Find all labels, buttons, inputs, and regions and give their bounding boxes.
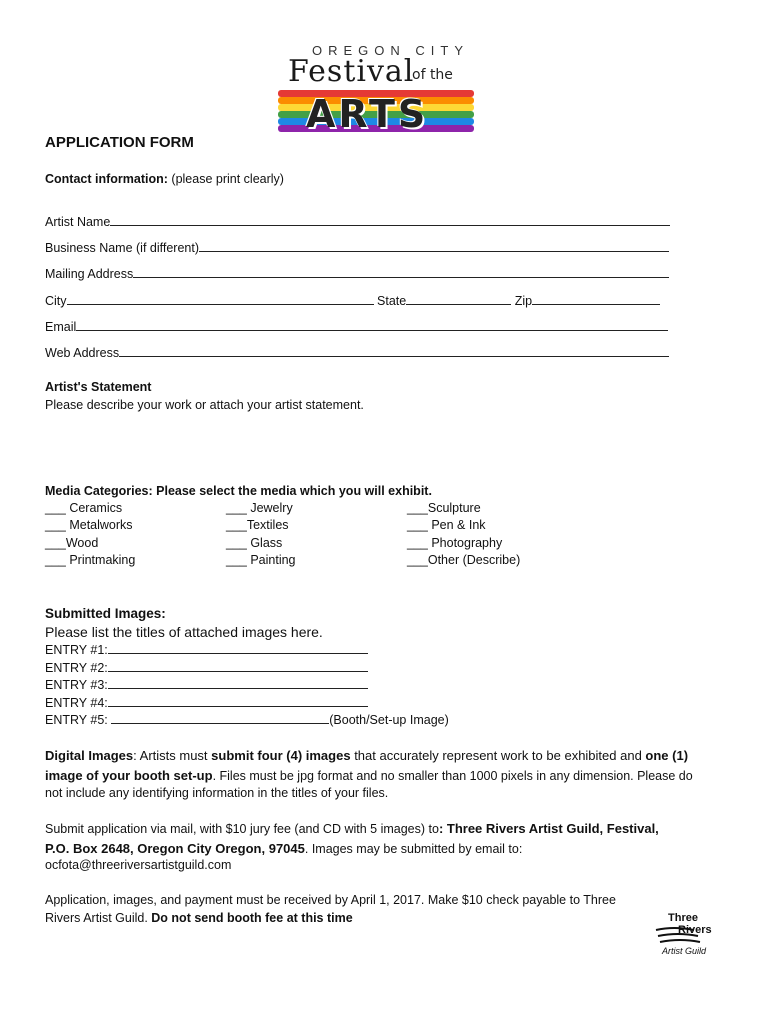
media-metalworks[interactable]: ___ Metalworks [45, 518, 133, 532]
media-photography[interactable]: ___ Photography [407, 536, 503, 550]
festival-logo [276, 40, 476, 140]
contact-heading-line [45, 172, 284, 186]
three-rivers-logo [654, 912, 724, 960]
business-name-label: Business Name (if different) [45, 241, 199, 255]
email-label: Email [45, 320, 77, 334]
city-line[interactable] [67, 293, 374, 305]
guild-logo-line2: Rivers [678, 924, 712, 936]
artist-name-line[interactable] [110, 214, 670, 226]
mailing-address-label: Mailing Address [45, 267, 134, 281]
digital-line-2: image of your booth set-up. Files must be jpg format and no smaller than 1000 pixels in any dimension. Please do [45, 768, 693, 783]
submit-line-1: Submit application via mail, with $10 jury fee (and CD with 5 images) to: Three Rivers Artist Guild, Festival, [45, 821, 659, 836]
media-other[interactable]: ___Other (Describe) [407, 553, 521, 567]
logo-festival-text: Festival [288, 54, 415, 89]
media-pen-ink[interactable]: ___ Pen & Ink [407, 518, 486, 532]
media-sculpture[interactable]: ___Sculpture [407, 501, 481, 515]
business-name-field[interactable] [45, 240, 669, 255]
city-label: City [45, 294, 67, 308]
guild-logo-line3: Artist Guild [662, 946, 707, 956]
entry-3-line[interactable] [108, 677, 368, 689]
artist-name-field[interactable] [45, 214, 670, 229]
web-address-field[interactable] [45, 345, 669, 360]
logo-arts-text: ARTS [306, 92, 429, 136]
entry-2[interactable]: ENTRY #2: [45, 660, 368, 675]
mailing-address-line[interactable] [133, 266, 669, 278]
entry-3[interactable]: ENTRY #3: [45, 677, 368, 692]
web-address-line[interactable] [119, 345, 669, 357]
artist-name-label: Artist Name [45, 215, 111, 229]
guild-logo-line1: Three [668, 912, 698, 924]
entry-2-line[interactable] [108, 660, 368, 672]
web-address-label: Web Address [45, 346, 120, 360]
statement-heading: Artist's Statement [45, 380, 152, 394]
entry-1[interactable]: ENTRY #1: [45, 642, 368, 657]
images-heading: Submitted Images: [45, 606, 166, 621]
mailing-address-field[interactable] [45, 266, 669, 281]
media-wood[interactable]: ___Wood [45, 536, 99, 550]
media-ceramics[interactable]: ___ Ceramics [45, 501, 123, 515]
contact-note: (please print clearly) [171, 172, 284, 186]
media-painting[interactable]: ___ Painting [226, 553, 296, 567]
entry-1-line[interactable] [108, 642, 368, 654]
email-line[interactable] [76, 319, 668, 331]
entry-5-suffix: (Booth/Set-up Image) [329, 713, 449, 727]
entry-4[interactable]: ENTRY #4: [45, 695, 368, 710]
submit-line-2: P.O. Box 2648, Oregon City Oregon, 97045. Images may be submitted by email to: [45, 841, 523, 856]
entry-4-line[interactable] [108, 695, 368, 707]
entry-5[interactable]: ENTRY #5: (Booth/Set-up Image) [45, 713, 449, 727]
submit-email[interactable]: ocfota@threeriversartistguild.com [45, 858, 232, 872]
email-field[interactable] [45, 319, 668, 334]
media-jewelry[interactable]: ___ Jewelry [226, 501, 293, 515]
statement-text: Please describe your work or attach your artist statement. [45, 398, 364, 412]
zip-label: Zip [514, 294, 533, 308]
media-printmaking[interactable]: ___ Printmaking [45, 553, 136, 567]
media-glass[interactable]: ___ Glass [226, 536, 283, 550]
media-heading: Media Categories: Please select the media which you will exhibit. [45, 484, 432, 498]
digital-line-3: not include any identifying information in the titles of your files. [45, 786, 389, 800]
images-subheading: Please list the titles of attached images here. [45, 624, 323, 640]
logo-of-the-text: of the [412, 67, 453, 83]
entry-5-line[interactable] [111, 712, 329, 724]
business-name-line[interactable] [199, 240, 669, 252]
form-title: APPLICATION FORM [45, 134, 194, 151]
deadline-line-1: Application, images, and payment must be received by April 1, 2017. Make $10 check payable to Three [45, 893, 616, 907]
media-textiles[interactable]: ___Textiles [226, 518, 289, 532]
state-line[interactable] [406, 293, 511, 305]
contact-heading: Contact information: [45, 172, 168, 186]
deadline-line-2: Rivers Artist Guild. Do not send booth fee at this time [45, 911, 353, 925]
zip-line[interactable] [532, 293, 660, 305]
logo-city-text: OREGON CITY [312, 43, 470, 58]
digital-line-1: Digital Images: Artists must submit four (4) images that accurately represent work to be exhibited and one (1) [45, 748, 689, 763]
state-label: State [377, 294, 407, 308]
city-state-zip-row[interactable] [45, 293, 660, 308]
